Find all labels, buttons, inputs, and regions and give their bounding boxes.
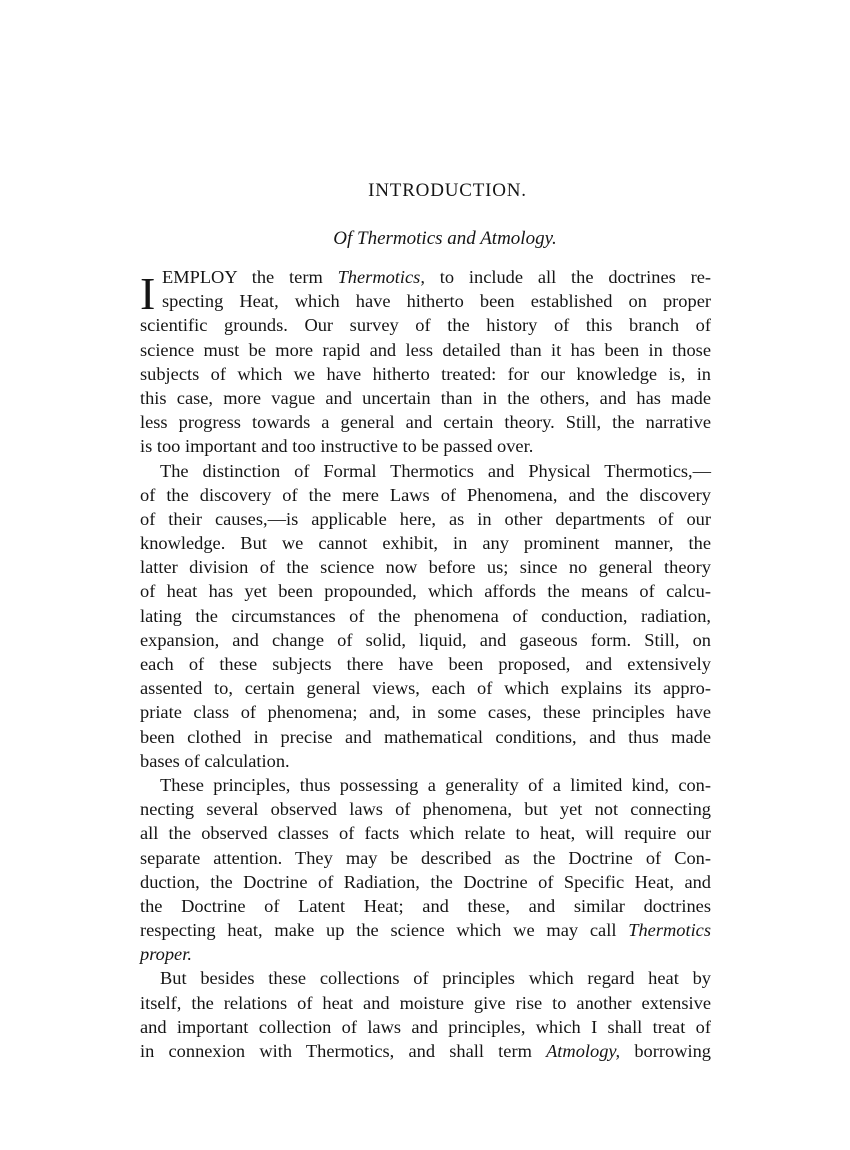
text-run: scientific grounds. Our survey of the history of this branch of — [140, 315, 711, 336]
text-line — [140, 604, 711, 628]
text-line — [140, 725, 711, 749]
text-run: all the observed classes of facts which relate to heat, will require our — [140, 823, 711, 844]
text-run: in connexion with Thermotics, and shall term — [140, 1041, 547, 1061]
text-run: latter division of the science now before us; since no general theory — [140, 557, 711, 578]
text-line — [140, 410, 711, 434]
text-line — [140, 555, 711, 579]
text-line — [140, 362, 711, 386]
text-line — [140, 459, 711, 483]
text-run: each of these subjects there have been proposed, and extensively — [140, 654, 711, 674]
text-run: knowledge. But we cannot exhibit, in any prominent manner, the — [140, 533, 711, 554]
text-run: Thermotics — [628, 920, 711, 941]
text-run: necting several observed laws of phenomena, but yet not connecting — [140, 799, 711, 820]
body-text — [140, 265, 711, 1063]
text-run: proper. — [140, 944, 192, 965]
text-line — [140, 797, 711, 821]
text-run: science must be more rapid and less detailed than it has been in those — [140, 339, 711, 360]
text-line — [140, 289, 711, 313]
text-run: borrowing — [620, 1041, 711, 1061]
text-run: priate class of phenomena; and, in some cases, these principles have — [140, 702, 711, 723]
text-run: less progress towards a general and certain theory. Still, the narrative — [140, 412, 711, 433]
text-line — [140, 531, 711, 555]
text-line — [140, 1015, 711, 1039]
text-line — [140, 991, 711, 1015]
text-line — [140, 628, 711, 652]
text-line — [140, 846, 711, 870]
text-run: respecting heat, make up the science which we may call — [140, 920, 629, 941]
text-run: this case, more vague and uncertain than in the others, and has made — [140, 387, 711, 408]
text-line — [140, 386, 711, 410]
text-run: These principles, thus possessing a generality of a limited kind, con- — [160, 774, 711, 795]
text-run: The distinction of Formal Thermotics and Physical Thermotics,— — [160, 460, 711, 481]
text-line — [140, 483, 711, 507]
text-run: Thermotics, — [337, 267, 425, 287]
text-line — [140, 918, 711, 942]
text-line — [140, 821, 711, 845]
text-run: of the discovery of the mere Laws of Phenomena, and the discovery — [140, 484, 711, 505]
text-run: separate attention. They may be described as the Doctrine of Con- — [140, 847, 711, 868]
text-run: expansion, and change of solid, liquid, and gaseous form. Still, on — [140, 629, 711, 650]
drop-cap: I — [140, 268, 156, 319]
text-line — [140, 652, 711, 676]
text-run: lating the circumstances of the phenomena of conduction, radiation, — [140, 605, 711, 626]
text-run: and important collection of laws and principles, which I shall treat of — [140, 1016, 711, 1037]
text-run: duction, the Doctrine of Radiation, the Doctrine of Specific Heat, and — [140, 871, 711, 892]
text-run: to include all the doctrines re- — [424, 267, 711, 287]
text-run: bases of calculation. — [140, 750, 290, 771]
text-line — [140, 942, 711, 966]
text-run: itself, the relations of heat and moisture give rise to another extensive — [140, 992, 711, 1013]
text-run: Atmology, — [546, 1041, 621, 1061]
text-line — [140, 579, 711, 603]
text-run: is too important and too instructive to be passed over. — [140, 436, 534, 457]
text-line — [140, 338, 711, 362]
text-run: subjects of which we have hitherto treated: for our knowledge is, in — [140, 363, 711, 384]
text-line — [140, 700, 711, 724]
text-run: the Doctrine of Latent Heat; and these, and similar doctrines — [140, 895, 711, 916]
text-run: But besides these collections of principles which regard heat by — [160, 968, 711, 989]
text-line — [140, 894, 711, 918]
chapter-heading: INTRODUCTION. — [368, 180, 527, 201]
text-run: of heat has yet been propounded, which affords the means of calcu- — [140, 581, 711, 602]
text-line — [140, 676, 711, 700]
text-run: specting Heat, which have hitherto been established on proper — [162, 291, 711, 312]
text-line — [140, 773, 711, 797]
section-subheading: Of Thermotics and Atmology. — [333, 228, 557, 249]
text-run: assented to, certain general views, each of which explains its appro- — [140, 678, 711, 699]
text-run: of their causes,—is applicable here, as in other departments of our — [140, 508, 711, 529]
text-run: EMPLOY the term — [162, 267, 338, 287]
text-line — [140, 507, 711, 531]
text-line — [140, 870, 711, 894]
text-line — [140, 1039, 711, 1063]
text-line — [140, 749, 711, 773]
text-line — [140, 313, 711, 337]
text-line — [140, 434, 711, 458]
text-run: been clothed in precise and mathematical conditions, and thus made — [140, 726, 711, 747]
text-line — [140, 966, 711, 990]
text-line — [140, 265, 711, 289]
